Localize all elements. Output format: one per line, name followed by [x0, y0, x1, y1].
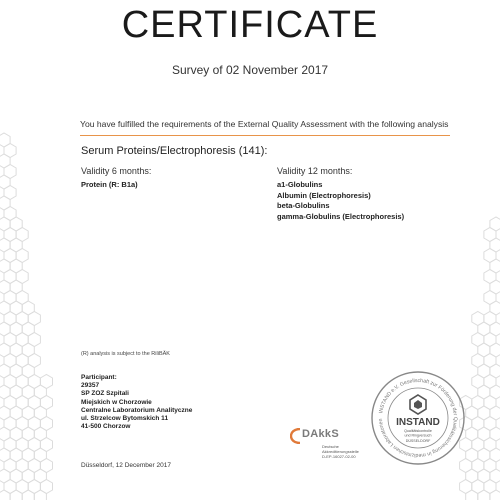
dakks-logo [290, 425, 380, 465]
analysis-item: a1-Globulins [277, 180, 323, 189]
hex-decoration [34, 490, 46, 500]
participant-line: SP ZOZ Szpitali [81, 390, 129, 398]
divider-line [80, 135, 450, 136]
intro-text: You have fulfilled the requirements of the External Quality Assessment with the following analysis [80, 119, 449, 129]
instand-seal [370, 370, 466, 466]
hex-decoration [490, 490, 500, 500]
participant-line: Miejskich w Chorzowie [81, 398, 152, 406]
dakks-subline: Akkreditierungsstelle [322, 449, 359, 454]
analysis-item: beta-Globulins [277, 201, 330, 210]
hex-decoration [466, 490, 478, 500]
hex-decoration [22, 490, 34, 500]
validity-12-months-label: Validity 12 months: [277, 166, 353, 176]
participant-line: Centralne Laboratorium Analityczne [81, 406, 193, 414]
participant-line: ul. Strzelcow Bytomskich 11 [81, 415, 169, 423]
certificate-title: CERTIFICATE [121, 4, 379, 46]
seal-name: INSTAND [396, 417, 440, 428]
seal-subline: DÜSSELDORF [405, 439, 431, 443]
instand-mark-icon [410, 395, 426, 414]
rilibak-footnote: (R) analysis is subject to the RiliBÄK [81, 351, 170, 357]
hex-decoration [0, 490, 10, 500]
hex-decoration [10, 490, 22, 500]
seal-subline: Qualitätskontrolle [404, 429, 432, 433]
analysis-title: Serum Proteins/Electrophoresis (141): [81, 145, 268, 157]
dakks-name: DAkkS [302, 428, 339, 440]
participant-block [81, 374, 192, 431]
validity-6-months-column [81, 166, 151, 191]
dakks-subline: D-EP-16027-02-00 [322, 454, 356, 459]
analysis-item: gamma-Globulins (Electrophoresis) [277, 211, 405, 221]
issue-date: Düsseldorf, 12 December 2017 [81, 462, 171, 469]
survey-date: Survey of 02 November 2017 [171, 63, 329, 77]
participant-line: 29357 [81, 382, 100, 390]
analysis-item: Protein (R: B1a) [81, 180, 138, 189]
dakks-subline: Deutsche [322, 444, 339, 449]
validity-12-months-column [277, 166, 404, 222]
hex-decoration [478, 490, 490, 500]
seal-ring-text: INSTAND e.V. Gesellschaft zur Förderung der Qualitätssicherung in medizinischen Laboratorien [377, 377, 459, 459]
validity-6-months-label: Validity 6 months: [81, 166, 152, 176]
participant-label: Participant: [81, 374, 117, 381]
analysis-item: Albumin (Electrophoresis) [277, 190, 371, 200]
participant-line: 41-500 Chorzow [81, 423, 131, 431]
seal-subline: und Ringversuch [404, 433, 432, 438]
